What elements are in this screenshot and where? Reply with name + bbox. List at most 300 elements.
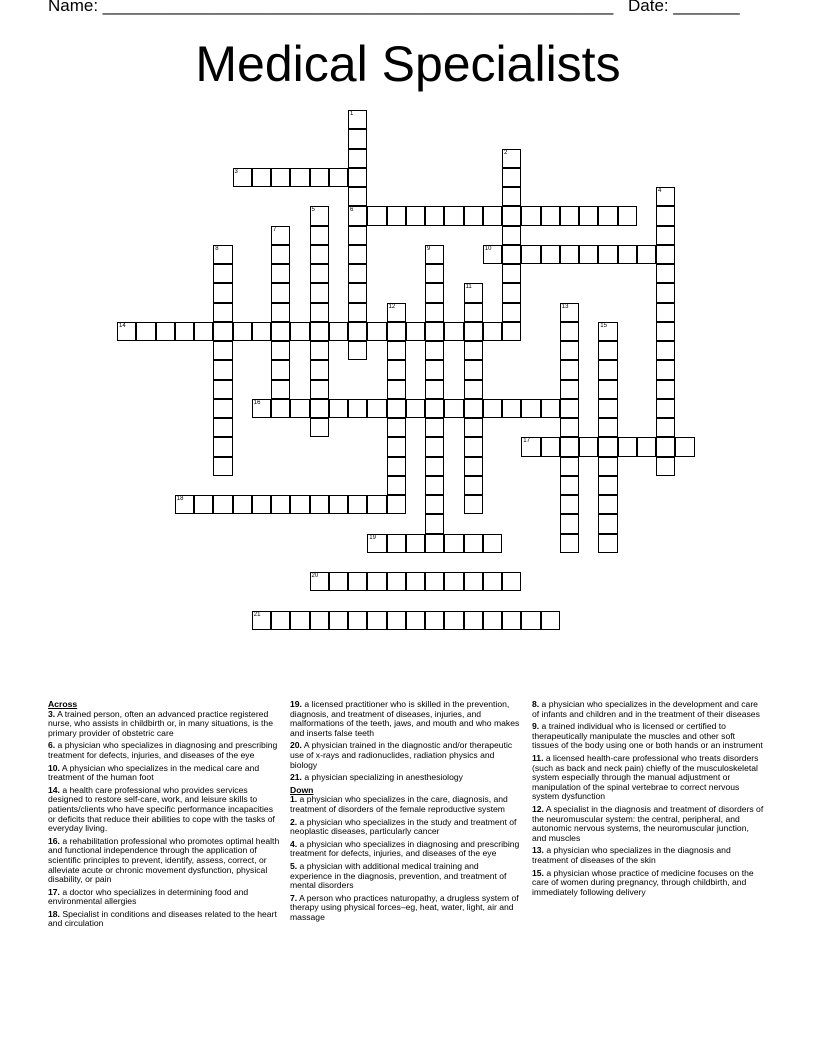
clue-item-text: a physician whose practice of medicine focuses on the care of women during pregnancy, through childbirth, and immediately following delivery bbox=[532, 867, 754, 897]
grid-cell[interactable] bbox=[425, 360, 444, 379]
grid-cell[interactable] bbox=[425, 245, 444, 264]
grid-cell[interactable] bbox=[560, 476, 579, 495]
grid-cell[interactable] bbox=[136, 322, 155, 341]
grid-cell[interactable] bbox=[502, 187, 521, 206]
grid-cell[interactable] bbox=[425, 206, 444, 225]
clue-item-text: A physician trained in the diagnostic and/or therapeutic use of x-rays and radionuclides, radiation physics and biology bbox=[290, 740, 513, 770]
grid-cell[interactable] bbox=[213, 283, 232, 302]
grid-cell[interactable] bbox=[290, 322, 309, 341]
grid-cell[interactable] bbox=[310, 495, 329, 514]
grid-cell[interactable] bbox=[271, 341, 290, 360]
grid-cell[interactable] bbox=[387, 399, 406, 418]
grid-cell[interactable] bbox=[348, 206, 367, 225]
grid-cell[interactable] bbox=[464, 534, 483, 553]
grid-cell[interactable] bbox=[656, 322, 675, 341]
grid-cell[interactable] bbox=[521, 399, 540, 418]
grid-cell[interactable] bbox=[464, 572, 483, 591]
grid-cell[interactable] bbox=[598, 322, 617, 341]
grid-cell[interactable] bbox=[656, 206, 675, 225]
grid-cell[interactable] bbox=[213, 245, 232, 264]
grid-cell[interactable] bbox=[387, 534, 406, 553]
grid-cell[interactable] bbox=[348, 283, 367, 302]
grid-cell[interactable] bbox=[290, 611, 309, 630]
grid-cell[interactable] bbox=[483, 534, 502, 553]
clue-item bbox=[290, 741, 522, 770]
grid-cell[interactable] bbox=[406, 572, 425, 591]
grid-cell[interactable] bbox=[348, 226, 367, 245]
clue-item bbox=[532, 700, 764, 719]
grid-cell[interactable] bbox=[444, 534, 463, 553]
clue-item-number: 10. bbox=[48, 762, 60, 773]
grid-cell[interactable] bbox=[579, 437, 598, 456]
grid-cell[interactable] bbox=[348, 322, 367, 341]
grid-cell[interactable] bbox=[483, 611, 502, 630]
grid-cell[interactable] bbox=[464, 360, 483, 379]
grid-cell[interactable] bbox=[502, 226, 521, 245]
grid-cell[interactable] bbox=[598, 399, 617, 418]
clue-number: 4 bbox=[658, 188, 662, 194]
grid-cell[interactable] bbox=[310, 303, 329, 322]
grid-cell[interactable] bbox=[637, 437, 656, 456]
grid-cell[interactable] bbox=[367, 572, 386, 591]
clue-number: 2 bbox=[504, 149, 508, 156]
clue-item-text: a physician who specializes in the study and treatment of neoplastic diseases, particularly cancer bbox=[290, 816, 517, 837]
clue-number: 13 bbox=[561, 303, 569, 310]
grid-cell[interactable] bbox=[502, 206, 521, 225]
grid-cell[interactable] bbox=[406, 534, 425, 553]
grid-cell[interactable] bbox=[329, 168, 348, 187]
grid-cell[interactable] bbox=[656, 380, 675, 399]
grid-cell[interactable] bbox=[348, 611, 367, 630]
grid-cell[interactable] bbox=[541, 611, 560, 630]
date-field[interactable]: Date: _______ bbox=[628, 0, 740, 15]
grid-cell[interactable] bbox=[560, 534, 579, 553]
page-title: Medical Specialists bbox=[195, 36, 621, 92]
grid-cell[interactable] bbox=[156, 322, 175, 341]
grid-cell[interactable] bbox=[464, 303, 483, 322]
clue-item bbox=[290, 840, 522, 859]
clue-item-text: A trained person, often an advanced practice registered nurse, who assists in childbirth or, in many situations, is the primary provider of obstetric care bbox=[48, 708, 273, 738]
grid-cell[interactable] bbox=[348, 399, 367, 418]
clue-item-text: a physician who specializes in the care, diagnosis, and treatment of disorders of the female reproductive system bbox=[290, 794, 508, 814]
grid-cell[interactable] bbox=[464, 418, 483, 437]
grid-cell[interactable] bbox=[406, 322, 425, 341]
grid-cell[interactable] bbox=[117, 322, 136, 341]
grid-cell[interactable] bbox=[598, 245, 617, 264]
clue-number: 9 bbox=[427, 245, 431, 252]
clue-item-text: a physician who specializes in the development and care of infants and children and in the treatment of their diseases bbox=[532, 699, 760, 719]
grid-cell[interactable] bbox=[271, 380, 290, 399]
grid-cell[interactable] bbox=[348, 245, 367, 264]
grid-cell[interactable] bbox=[310, 418, 329, 437]
clue-item bbox=[290, 700, 522, 738]
name-field[interactable]: Name: ______________________________________________________ bbox=[48, 0, 614, 15]
grid-cell[interactable] bbox=[348, 572, 367, 591]
grid-cell[interactable] bbox=[444, 206, 463, 225]
grid-cell[interactable] bbox=[387, 380, 406, 399]
clue-number: 15 bbox=[600, 322, 607, 329]
clue-item bbox=[48, 837, 280, 885]
grid-cell[interactable] bbox=[310, 360, 329, 379]
grid-cell[interactable] bbox=[598, 476, 617, 495]
clue-item bbox=[532, 846, 764, 865]
grid-cell[interactable] bbox=[656, 399, 675, 418]
grid-cell[interactable] bbox=[387, 457, 406, 476]
grid-cell[interactable] bbox=[387, 495, 406, 514]
grid-cell[interactable] bbox=[444, 399, 463, 418]
grid-cell[interactable] bbox=[425, 457, 444, 476]
grid-cell[interactable] bbox=[271, 399, 290, 418]
grid-cell[interactable] bbox=[290, 168, 309, 187]
clue-item bbox=[48, 786, 280, 834]
grid-cell[interactable] bbox=[560, 322, 579, 341]
grid-cell[interactable] bbox=[175, 322, 194, 341]
grid-cell[interactable] bbox=[560, 495, 579, 514]
grid-cell[interactable] bbox=[560, 457, 579, 476]
grid-cell[interactable] bbox=[387, 572, 406, 591]
clue-item-number: 1. bbox=[290, 794, 298, 805]
grid-cell[interactable] bbox=[367, 611, 386, 630]
grid-cell[interactable] bbox=[252, 168, 271, 187]
grid-cell[interactable] bbox=[483, 322, 502, 341]
grid-cell[interactable] bbox=[483, 245, 502, 264]
grid-cell[interactable] bbox=[502, 322, 521, 341]
grid-cell[interactable] bbox=[329, 495, 348, 514]
grid-cell[interactable] bbox=[464, 341, 483, 360]
grid-cell[interactable] bbox=[560, 206, 579, 225]
grid-cell[interactable] bbox=[444, 322, 463, 341]
grid-cell[interactable] bbox=[329, 611, 348, 630]
grid-cell[interactable] bbox=[425, 303, 444, 322]
grid-cell[interactable] bbox=[348, 129, 367, 148]
grid-cell[interactable] bbox=[425, 399, 444, 418]
grid-cell[interactable] bbox=[367, 206, 386, 225]
grid-cell[interactable] bbox=[329, 322, 348, 341]
grid-cell[interactable] bbox=[233, 168, 252, 187]
grid-cell[interactable] bbox=[329, 399, 348, 418]
grid-cell[interactable] bbox=[464, 437, 483, 456]
grid-cell[interactable] bbox=[175, 495, 194, 514]
grid-cell[interactable] bbox=[213, 418, 232, 437]
grid-cell[interactable] bbox=[348, 341, 367, 360]
clue-item-number: 14. bbox=[48, 784, 60, 795]
grid-cell[interactable] bbox=[213, 399, 232, 418]
grid-cell[interactable] bbox=[425, 264, 444, 283]
grid-cell[interactable] bbox=[367, 322, 386, 341]
clue-item bbox=[290, 795, 522, 814]
grid-cell[interactable] bbox=[213, 457, 232, 476]
grid-cell[interactable] bbox=[464, 457, 483, 476]
clue-item-number: 12. bbox=[532, 803, 544, 814]
clue-number: 7 bbox=[273, 226, 277, 233]
grid-cell[interactable] bbox=[637, 245, 656, 264]
grid-cell[interactable] bbox=[406, 611, 425, 630]
grid-cell[interactable] bbox=[406, 206, 425, 225]
grid-cell[interactable] bbox=[656, 264, 675, 283]
grid-cell[interactable] bbox=[502, 149, 521, 168]
clue-item-text: a physician specializing in anesthesiology bbox=[301, 772, 463, 783]
grid-cell[interactable] bbox=[310, 341, 329, 360]
clue-item bbox=[48, 710, 280, 739]
grid-cell[interactable] bbox=[271, 168, 290, 187]
grid-cell[interactable] bbox=[213, 360, 232, 379]
clue-item bbox=[48, 888, 280, 907]
grid-cell[interactable] bbox=[310, 322, 329, 341]
clue-item-text: a physician with additional medical training and experience in the diagnosis, prevention, and treatment of mental disorders bbox=[290, 860, 507, 891]
grid-cell[interactable] bbox=[310, 168, 329, 187]
clue-item-text: a physician who specializes in diagnosing and prescribing treatment for defects, injuries, and diseases of the eye bbox=[290, 838, 520, 859]
clue-item-number: 19. bbox=[290, 699, 302, 709]
grid-cell[interactable] bbox=[348, 110, 367, 129]
grid-cell[interactable] bbox=[425, 611, 444, 630]
grid-cell[interactable] bbox=[464, 495, 483, 514]
grid-cell[interactable] bbox=[521, 611, 540, 630]
clue-item-text: Specialist in conditions and diseases related to the heart and circulation bbox=[48, 908, 277, 929]
grid-cell[interactable] bbox=[367, 534, 386, 553]
grid-cell[interactable] bbox=[618, 245, 637, 264]
grid-cell[interactable] bbox=[483, 206, 502, 225]
grid-cell[interactable] bbox=[425, 495, 444, 514]
grid-cell[interactable] bbox=[656, 245, 675, 264]
grid-cell[interactable] bbox=[502, 572, 521, 591]
grid-cell[interactable] bbox=[233, 322, 252, 341]
grid-cell[interactable] bbox=[425, 534, 444, 553]
grid-cell[interactable] bbox=[213, 303, 232, 322]
grid-cell[interactable] bbox=[233, 495, 252, 514]
grid-cell[interactable] bbox=[464, 380, 483, 399]
grid-cell[interactable] bbox=[483, 572, 502, 591]
clue-item-number: 11. bbox=[532, 752, 544, 763]
grid-cell[interactable] bbox=[656, 303, 675, 322]
grid-cell[interactable] bbox=[521, 245, 540, 264]
grid-cell[interactable] bbox=[252, 322, 271, 341]
grid-cell[interactable] bbox=[598, 437, 617, 456]
grid-cell[interactable] bbox=[425, 514, 444, 533]
grid-cell[interactable] bbox=[213, 495, 232, 514]
grid-cell[interactable] bbox=[502, 303, 521, 322]
grid-cell[interactable] bbox=[271, 226, 290, 245]
grid-cell[interactable] bbox=[329, 572, 348, 591]
grid-cell[interactable] bbox=[271, 495, 290, 514]
grid-cell[interactable] bbox=[310, 380, 329, 399]
grid-cell[interactable] bbox=[387, 360, 406, 379]
clue-number: 21 bbox=[253, 611, 261, 618]
grid-cell[interactable] bbox=[560, 380, 579, 399]
grid-cell[interactable] bbox=[271, 303, 290, 322]
grid-cell[interactable] bbox=[387, 418, 406, 437]
grid-cell[interactable] bbox=[194, 495, 213, 514]
grid-cell[interactable] bbox=[656, 283, 675, 302]
grid-cell[interactable] bbox=[271, 360, 290, 379]
grid-cell[interactable] bbox=[425, 572, 444, 591]
clue-item-number: 21. bbox=[290, 772, 302, 783]
grid-cell[interactable] bbox=[656, 226, 675, 245]
grid-cell[interactable] bbox=[213, 380, 232, 399]
grid-cell[interactable] bbox=[560, 418, 579, 437]
grid-cell[interactable] bbox=[290, 495, 309, 514]
grid-cell[interactable] bbox=[541, 399, 560, 418]
grid-cell[interactable] bbox=[656, 360, 675, 379]
grid-cell[interactable] bbox=[310, 399, 329, 418]
grid-cell[interactable] bbox=[579, 245, 598, 264]
grid-cell[interactable] bbox=[560, 303, 579, 322]
grid-cell[interactable] bbox=[310, 226, 329, 245]
grid-cell[interactable] bbox=[598, 341, 617, 360]
grid-cell[interactable] bbox=[367, 399, 386, 418]
clue-item-text: A specialist in the diagnosis and treatment of disorders of the neuromuscular system: the central, peripheral, and autonomic nervous systems, the neuromuscular junction, and muscles bbox=[532, 803, 764, 843]
clue-item bbox=[290, 818, 522, 837]
grid-cell[interactable] bbox=[618, 437, 637, 456]
grid-cell[interactable] bbox=[425, 283, 444, 302]
clue-item bbox=[290, 862, 522, 891]
grid-cell[interactable] bbox=[464, 611, 483, 630]
down-heading: Down bbox=[290, 784, 314, 795]
clue-item-number: 5. bbox=[290, 860, 298, 871]
clue-item-number: 4. bbox=[290, 838, 298, 849]
clues-column-2 bbox=[290, 700, 522, 925]
grid-cell[interactable] bbox=[598, 206, 617, 225]
grid-cell[interactable] bbox=[271, 245, 290, 264]
grid-cell[interactable] bbox=[271, 264, 290, 283]
grid-cell[interactable] bbox=[310, 245, 329, 264]
grid-cell[interactable] bbox=[387, 322, 406, 341]
grid-cell[interactable] bbox=[483, 399, 502, 418]
grid-cell[interactable] bbox=[502, 399, 521, 418]
grid-cell[interactable] bbox=[387, 476, 406, 495]
grid-cell[interactable] bbox=[194, 322, 213, 341]
clue-number: 10 bbox=[484, 245, 492, 252]
grid-cell[interactable] bbox=[560, 437, 579, 456]
grid-cell[interactable] bbox=[213, 437, 232, 456]
clue-item bbox=[48, 741, 280, 760]
grid-cell[interactable] bbox=[425, 322, 444, 341]
clue-item-text: a rehabilitation professional who promotes optimal health and functional independence through the application of scientific principles to prevent, identify, assess, correct, or alleviate acute or chronic movement dysfunction, physical disability, or pain bbox=[48, 835, 280, 885]
grid-cell[interactable] bbox=[252, 399, 271, 418]
grid-cell[interactable] bbox=[560, 245, 579, 264]
grid-cell[interactable] bbox=[675, 437, 694, 456]
clue-item-text: a physician who specializes in diagnosing and prescribing treatment for defects, injuries, and diseases of the eye bbox=[48, 740, 278, 760]
grid-cell[interactable] bbox=[348, 149, 367, 168]
clue-item-text: a trained individual who is licensed or certified to therapeutically manipulate the muscles and other soft tissues of the body using one or both hands or an instrument bbox=[532, 721, 763, 751]
grid-cell[interactable] bbox=[213, 322, 232, 341]
grid-cell[interactable] bbox=[387, 206, 406, 225]
grid-cell[interactable] bbox=[579, 206, 598, 225]
clue-item-number: 3. bbox=[48, 708, 56, 719]
grid-cell[interactable] bbox=[656, 457, 675, 476]
grid-cell[interactable] bbox=[502, 245, 521, 264]
grid-cell[interactable] bbox=[541, 206, 560, 225]
grid-cell[interactable] bbox=[464, 283, 483, 302]
clue-number: 3 bbox=[234, 168, 238, 175]
grid-cell[interactable] bbox=[560, 360, 579, 379]
grid-cell[interactable] bbox=[598, 380, 617, 399]
clue-item-number: 9. bbox=[532, 721, 540, 732]
grid-cell[interactable] bbox=[598, 418, 617, 437]
clue-item-text: A person who practices naturopathy, a drugless system of therapy using physical forces–eg, heat, water, light, air and massage bbox=[290, 892, 519, 922]
grid-cell[interactable] bbox=[656, 418, 675, 437]
clue-number: 18 bbox=[176, 496, 184, 502]
grid-cell[interactable] bbox=[541, 245, 560, 264]
grid-cell[interactable] bbox=[464, 206, 483, 225]
grid-cell[interactable] bbox=[464, 399, 483, 418]
grid-cell[interactable] bbox=[598, 495, 617, 514]
grid-cell[interactable] bbox=[425, 418, 444, 437]
grid-cell[interactable] bbox=[348, 168, 367, 187]
grid-cell[interactable] bbox=[656, 437, 675, 456]
grid-cell[interactable] bbox=[425, 476, 444, 495]
grid-cell[interactable] bbox=[310, 264, 329, 283]
grid-cell[interactable] bbox=[444, 572, 463, 591]
grid-cell[interactable] bbox=[464, 322, 483, 341]
clue-item-number: 6. bbox=[48, 740, 56, 751]
grid-cell[interactable] bbox=[348, 187, 367, 206]
grid-cell[interactable] bbox=[618, 206, 637, 225]
grid-cell[interactable] bbox=[310, 611, 329, 630]
grid-cell[interactable] bbox=[310, 283, 329, 302]
grid-cell[interactable] bbox=[521, 437, 540, 456]
grid-cell[interactable] bbox=[387, 437, 406, 456]
grid-cell[interactable] bbox=[271, 611, 290, 630]
grid-cell[interactable] bbox=[310, 206, 329, 225]
grid-cell[interactable] bbox=[541, 437, 560, 456]
grid-cell[interactable] bbox=[598, 514, 617, 533]
grid-cell[interactable] bbox=[310, 572, 329, 591]
clue-item bbox=[532, 805, 764, 843]
clue-number: 12 bbox=[388, 303, 396, 310]
grid-cell[interactable] bbox=[348, 495, 367, 514]
clue-item-number: 20. bbox=[290, 740, 302, 751]
grid-cell[interactable] bbox=[213, 264, 232, 283]
grid-cell[interactable] bbox=[502, 283, 521, 302]
grid-cell[interactable] bbox=[656, 187, 675, 206]
grid-cell[interactable] bbox=[598, 534, 617, 553]
clue-item-number: 2. bbox=[290, 816, 298, 827]
clue-item-number: 15. bbox=[532, 867, 544, 878]
grid-cell[interactable] bbox=[252, 495, 271, 514]
grid-cell[interactable] bbox=[271, 322, 290, 341]
grid-cell[interactable] bbox=[348, 264, 367, 283]
clue-number: 16 bbox=[253, 399, 261, 406]
grid-cell[interactable] bbox=[348, 303, 367, 322]
grid-cell[interactable] bbox=[502, 264, 521, 283]
grid-cell[interactable] bbox=[560, 514, 579, 533]
grid-cell[interactable] bbox=[367, 495, 386, 514]
grid-cell[interactable] bbox=[425, 341, 444, 360]
clue-item-number: 7. bbox=[290, 892, 298, 903]
grid-cell[interactable] bbox=[598, 360, 617, 379]
clue-number: 5 bbox=[311, 207, 315, 214]
grid-cell[interactable] bbox=[560, 399, 579, 418]
grid-cell[interactable] bbox=[521, 206, 540, 225]
grid-cell[interactable] bbox=[502, 611, 521, 630]
grid-cell[interactable] bbox=[598, 457, 617, 476]
grid-cell[interactable] bbox=[271, 283, 290, 302]
grid-cell[interactable] bbox=[502, 168, 521, 187]
grid-cell[interactable] bbox=[656, 341, 675, 360]
grid-cell[interactable] bbox=[425, 437, 444, 456]
grid-cell[interactable] bbox=[444, 611, 463, 630]
grid-cell[interactable] bbox=[213, 341, 232, 360]
grid-cell[interactable] bbox=[406, 399, 425, 418]
grid-cell[interactable] bbox=[387, 611, 406, 630]
grid-cell[interactable] bbox=[290, 399, 309, 418]
grid-cell[interactable] bbox=[252, 611, 271, 630]
grid-cell[interactable] bbox=[464, 476, 483, 495]
grid-cell[interactable] bbox=[387, 341, 406, 360]
grid-cell[interactable] bbox=[425, 380, 444, 399]
grid-cell[interactable] bbox=[560, 341, 579, 360]
grid-cell[interactable] bbox=[387, 303, 406, 322]
